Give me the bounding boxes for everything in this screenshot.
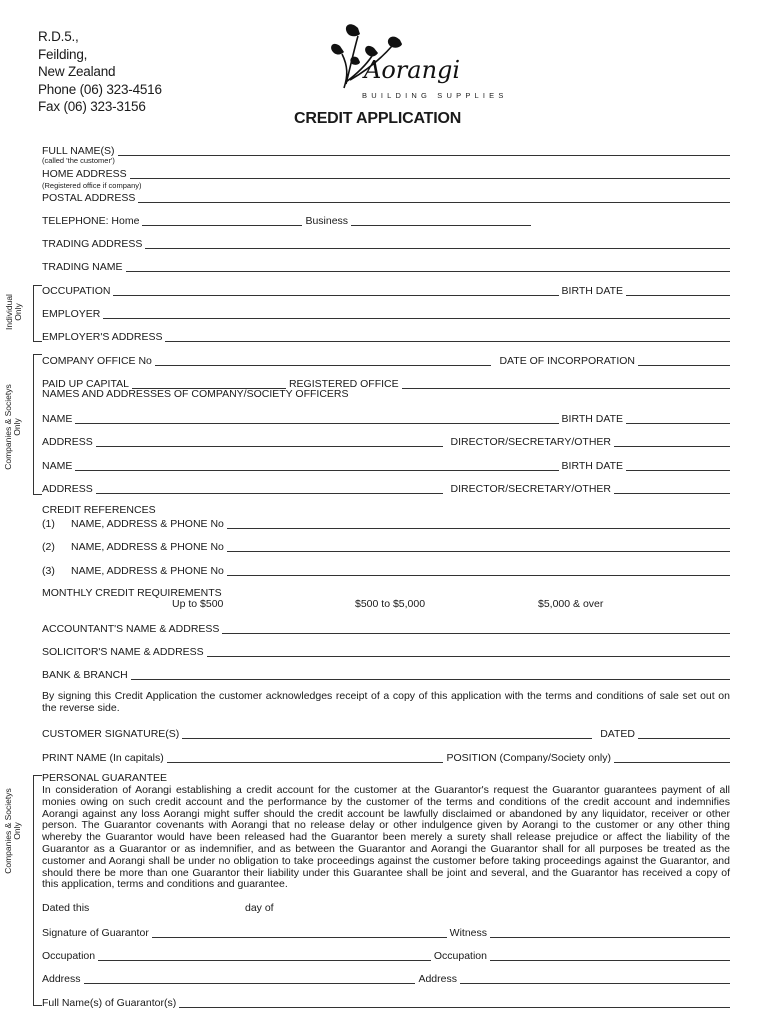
aorangi-logo: [318, 18, 508, 100]
solicitor-label: SOLICITOR'S NAME & ADDRESS: [42, 646, 204, 658]
guarantor-address-label: Address: [42, 973, 81, 985]
officers-heading: NAMES AND ADDRESSES OF COMPANY/SOCIETY OFFICERS: [42, 388, 349, 400]
employer-field[interactable]: [103, 309, 730, 319]
witness-field[interactable]: [490, 928, 730, 938]
phone-line: Phone (06) 323-4516: [38, 81, 162, 97]
guarantee-bracket: [33, 775, 42, 1006]
officer-role-label: DIRECTOR/SECRETARY/OTHER: [450, 436, 611, 448]
customer-signature-row: [42, 726, 730, 740]
telephone-row: [42, 213, 730, 227]
officer-role-label: DIRECTOR/SECRETARY/OTHER: [450, 483, 611, 495]
full-name-label: FULL NAME(S): [42, 145, 115, 157]
side-label-line: Only: [12, 822, 22, 840]
officer-birth-date-label: BIRTH DATE: [561, 413, 623, 425]
reference-label: NAME, ADDRESS & PHONE No: [71, 518, 224, 530]
guarantor-address-field[interactable]: [84, 974, 416, 984]
officer2-birth-date-field[interactable]: [626, 461, 730, 471]
print-name-row: [42, 750, 730, 764]
bank-branch-row: [42, 667, 730, 681]
birth-date-label: BIRTH DATE: [561, 285, 623, 297]
company-address: [38, 28, 162, 116]
business-phone-field[interactable]: [351, 216, 531, 226]
position-field[interactable]: [614, 753, 730, 763]
customer-signature-label: CUSTOMER SIGNATURE(S): [42, 728, 180, 740]
guarantee-body: In consideration of Aorangi establishing a credit account for the customer at the Guarantor's request the Guarantor guarantees payment of all monies owing on such credit account and the performance by the customer of the terms and conditions of the credit account and indemnifies Aorangi against any loss Aorangi might suffer should the credit account be lawfully disclaimed or abandoned by any liquidator, receiver or other person. The Guarantor covenants with Aorangi that no release delay or other indulgence given by Aorangi to the customer or any other thing whereby the Guarantor would have been released had the Guarantor been merely a surety shall release prejudice or affect the liability of the Guarantor as a Guarantor or as indemnifier, and as between the Guarantor and Aorangi the Guarantor shall for all purposes be treated as the customer and Aorangi shall be under no obligation to take proceedings against the customer before taking proceedings against the Guarantor, and should there be more than one Guarantor their liability under this Guarantee shall be joint and several, and the Guarantor has received a copy of this application, terms and conditions and guarantee.: [42, 784, 730, 891]
trading-name-label: TRADING NAME: [42, 261, 123, 273]
officer2-name-field[interactable]: [75, 461, 558, 471]
reference-number: (1): [42, 518, 55, 530]
individual-only-label: [5, 290, 23, 334]
guarantor-full-names-label: Full Name(s) of Guarantor(s): [42, 997, 177, 1009]
guarantor-signature-label: Signature of Guarantor: [42, 927, 149, 939]
position-label: POSITION (Company/Society only): [446, 752, 611, 764]
flower-logo-icon: [318, 18, 508, 100]
solicitor-field[interactable]: [207, 647, 730, 657]
reference-label: NAME, ADDRESS & PHONE No: [71, 565, 224, 577]
guarantor-address-row: [42, 971, 730, 985]
reference2-field[interactable]: [227, 542, 730, 552]
guarantor-signature-field[interactable]: [152, 928, 447, 938]
incorporation-date-field[interactable]: [638, 356, 730, 366]
print-name-field[interactable]: [167, 753, 444, 763]
home-address-row: [42, 166, 730, 180]
occupation-label: OCCUPATION: [42, 285, 111, 297]
witness-address-label: Address: [418, 973, 457, 985]
telephone-home-field[interactable]: [142, 216, 302, 226]
witness-address-field[interactable]: [460, 974, 730, 984]
telephone-home-label: TELEPHONE: Home: [42, 215, 140, 227]
home-address-label: HOME ADDRESS: [42, 168, 127, 180]
officer1-name-row: [42, 411, 730, 425]
officer-birth-date-label: BIRTH DATE: [561, 460, 623, 472]
company-office-field[interactable]: [155, 356, 492, 366]
guarantor-occupation-label: Occupation: [42, 950, 96, 962]
witness-occupation-field[interactable]: [490, 951, 730, 961]
side-label-line: Individual: [4, 294, 14, 330]
business-phone-label: Business: [305, 215, 349, 227]
side-label-line: Only: [13, 303, 23, 321]
full-name-field[interactable]: [118, 146, 730, 156]
guarantor-signature-row: [42, 925, 730, 939]
tier-up-to-500[interactable]: Up to $500: [172, 598, 224, 610]
reference-number: (3): [42, 565, 55, 577]
guarantor-occupation-field[interactable]: [98, 951, 431, 961]
dated-field[interactable]: [638, 729, 730, 739]
officer1-role-field[interactable]: [614, 437, 730, 447]
acknowledgement-text: By signing this Credit Application the customer acknowledges receipt of a copy of this application with the terms and conditions of sale set out on the reverse side.: [42, 690, 730, 714]
guarantor-occupation-row: [42, 948, 730, 962]
customer-signature-field[interactable]: [182, 729, 592, 739]
officer-address-label: ADDRESS: [42, 436, 93, 448]
trading-address-row: [42, 236, 730, 250]
side-label-line: Companies & Societys: [3, 788, 13, 874]
officer-address-label: ADDRESS: [42, 483, 93, 495]
solicitor-row: [42, 644, 730, 658]
reference2-row: [42, 539, 730, 553]
home-address-field[interactable]: [130, 169, 730, 179]
birth-date-field[interactable]: [626, 286, 730, 296]
print-name-label: PRINT NAME (In capitals): [42, 752, 164, 764]
address-line: R.D.5.,: [38, 29, 79, 44]
employers-address-row: [42, 329, 730, 343]
company-office-row: [42, 353, 730, 367]
side-label-line: Only: [12, 418, 22, 436]
postal-address-row: [42, 190, 730, 204]
company-bracket: [33, 354, 42, 495]
accountant-label: ACCOUNTANT'S NAME & ADDRESS: [42, 623, 220, 635]
officer1-name-field[interactable]: [75, 414, 558, 424]
witness-label: Witness: [449, 927, 487, 939]
officer1-birth-date-field[interactable]: [626, 414, 730, 424]
reference-number: (2): [42, 541, 55, 553]
officer2-role-field[interactable]: [614, 484, 730, 494]
witness-occupation-label: Occupation: [433, 950, 487, 962]
companies-only-label-guarantee: [4, 776, 22, 886]
reference3-field[interactable]: [227, 566, 730, 576]
side-label-line: Companies & Societys: [3, 384, 13, 470]
called-customer-note: (called 'the customer'): [42, 156, 115, 165]
dated-this-label: Dated this: [42, 902, 90, 914]
reference3-row: [42, 563, 730, 577]
dated-label: DATED: [600, 728, 635, 740]
trading-address-field[interactable]: [145, 239, 730, 249]
logo-wordmark: Aorangi: [364, 56, 461, 84]
officer-name-label: NAME: [42, 413, 73, 425]
paid-up-capital-label: PAID UP CAPITAL: [42, 378, 129, 390]
postal-address-label: POSTAL ADDRESS: [42, 192, 136, 204]
reference-label: NAME, ADDRESS & PHONE No: [71, 541, 224, 553]
employer-label: EMPLOYER: [42, 308, 101, 320]
trading-address-label: TRADING ADDRESS: [42, 238, 143, 250]
officer-name-label: NAME: [42, 460, 73, 472]
incorporation-date-label: DATE OF INCORPORATION: [499, 355, 635, 367]
bank-branch-field[interactable]: [131, 670, 730, 680]
trading-name-row: [42, 259, 730, 273]
accountant-field[interactable]: [222, 624, 730, 634]
employer-row: [42, 306, 730, 320]
reference1-field[interactable]: [227, 519, 730, 529]
guarantor-full-names-field[interactable]: [179, 998, 730, 1008]
employers-address-label: EMPLOYER'S ADDRESS: [42, 331, 163, 343]
full-name-row: [42, 143, 730, 157]
registered-office-note: (Registered office if company): [42, 181, 142, 190]
officer2-address-field[interactable]: [96, 484, 443, 494]
tier-500-to-5000[interactable]: $500 to $5,000: [355, 598, 426, 610]
officer2-name-row: [42, 458, 730, 472]
companies-only-label: [4, 372, 22, 482]
guarantor-full-names-row: [42, 995, 730, 1009]
monthly-credit-heading: MONTHLY CREDIT REQUIREMENTS: [42, 587, 222, 599]
trading-name-field[interactable]: [126, 262, 730, 272]
guarantee-heading: PERSONAL GUARANTEE: [42, 772, 168, 784]
registered-office-field[interactable]: [402, 379, 730, 389]
form-title: CREDIT APPLICATION: [294, 110, 462, 127]
company-office-label: COMPANY OFFICE No: [42, 355, 152, 367]
tier-5000-and-over[interactable]: $5,000 & over: [538, 598, 604, 610]
fax-line: Fax (06) 323-3156: [38, 99, 146, 114]
officer1-address-field[interactable]: [96, 437, 443, 447]
day-of-label: day of: [245, 902, 274, 914]
address-line: Feilding,: [38, 46, 88, 62]
logo-subtext: BUILDING SUPPLIES: [362, 91, 508, 100]
credit-references-heading: CREDIT REFERENCES: [42, 504, 156, 516]
bank-branch-label: BANK & BRANCH: [42, 669, 128, 681]
occupation-field[interactable]: [113, 286, 558, 296]
accountant-row: [42, 621, 730, 635]
reference1-row: [42, 516, 730, 530]
occupation-row: [42, 283, 730, 297]
employers-address-field[interactable]: [165, 332, 730, 342]
postal-address-field[interactable]: [138, 193, 730, 203]
officer2-address-row: [42, 481, 730, 495]
address-line: New Zealand: [38, 64, 116, 79]
officer1-address-row: [42, 434, 730, 448]
registered-office-label: REGISTERED OFFICE: [288, 378, 399, 390]
individual-bracket: [33, 285, 42, 342]
